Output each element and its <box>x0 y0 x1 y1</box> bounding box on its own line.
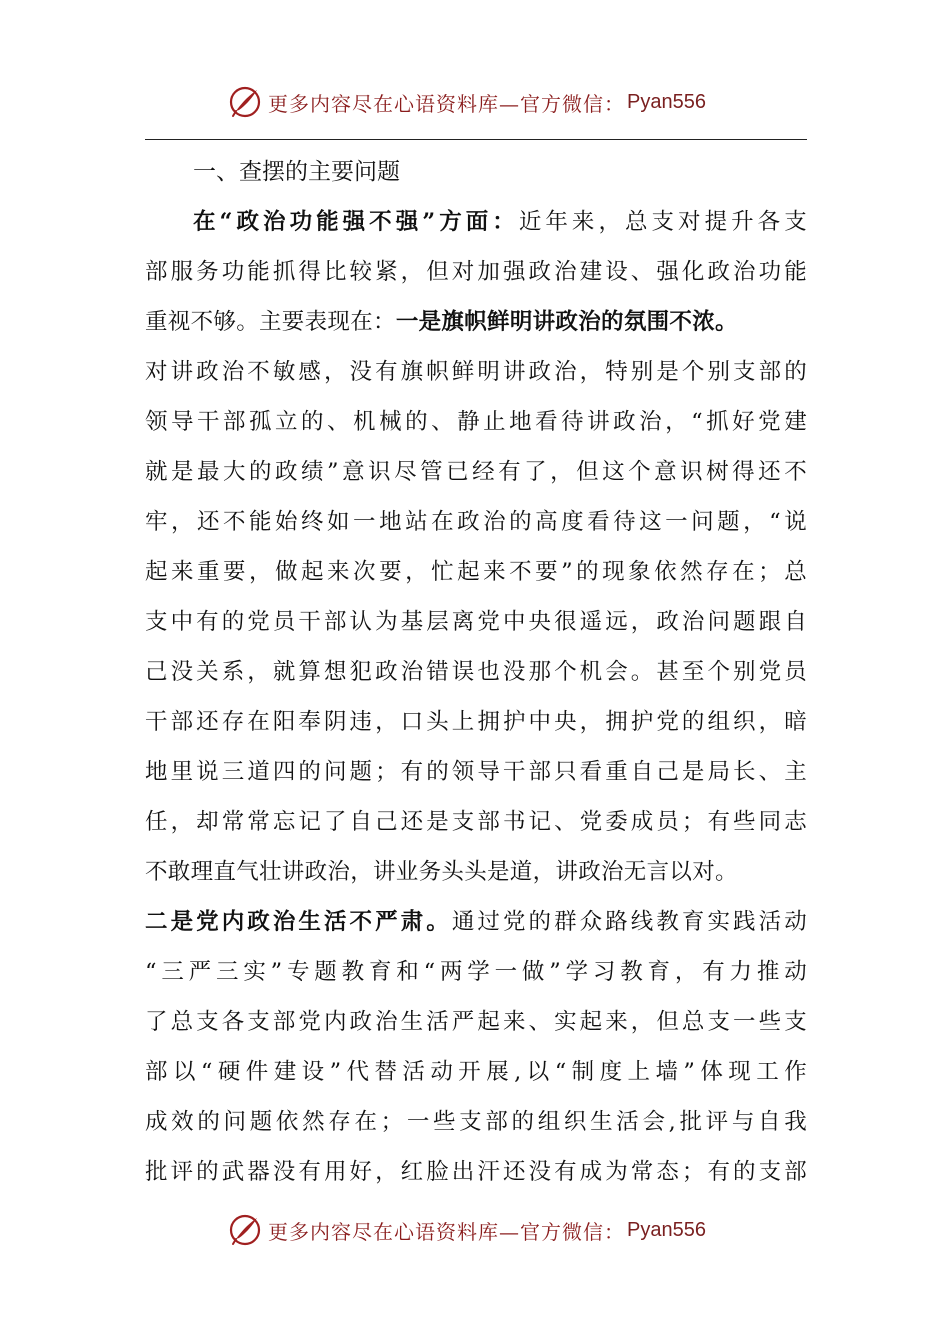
text-line <box>145 797 807 847</box>
text-segment: 部服务功能抓得比较紧，但对加强政治建设、强化政治功能 <box>145 259 807 285</box>
header-rule <box>145 139 807 140</box>
text-line <box>145 947 807 997</box>
quill-logo-icon <box>228 1213 262 1247</box>
text-segment: 了总支各支部党内政治生活严起来、实起来，但总支一些支 <box>145 1009 807 1035</box>
text-segment: 任，却常常忘记了自己还是支部书记、党委成员；有些同志 <box>145 809 807 835</box>
quill-logo-icon <box>228 85 262 119</box>
text-segment: 部以“硬件建设”代替活动开展,以“制度上墙”体现工作 <box>145 1059 807 1085</box>
text-segment: “三严三实”专题教育和“两学一做”学习教育，有力推动 <box>145 959 807 985</box>
text-segment: 干部还存在阳奉阴违，口头上拥护中央，拥护党的组织，暗 <box>145 709 807 735</box>
text-line <box>145 397 807 447</box>
text-line <box>145 247 807 297</box>
text-line <box>145 1097 807 1147</box>
text-segment: 地里说三道四的问题；有的领导干部只看重自己是局长、主 <box>145 759 807 785</box>
text-line <box>145 647 807 697</box>
watermark-bottom <box>228 1210 706 1250</box>
text-line <box>145 897 807 947</box>
text-line <box>145 497 807 547</box>
text-line <box>145 597 807 647</box>
watermark-wechat-id: Pyan556 <box>627 90 706 113</box>
text-line <box>145 297 807 347</box>
watermark-wechat-id: Pyan556 <box>627 1218 706 1241</box>
text-segment: 批评的武器没有用好，红脸出汗还没有成为常态；有的支部 <box>145 1159 807 1185</box>
text-segment: 重视不够。主要表现在： <box>145 309 396 335</box>
text-segment: 牢，还不能始终如一地站在政治的高度看待这一问题，“说 <box>145 509 807 535</box>
watermark-text: 更多内容尽在心语资料库—官方微信： <box>268 1219 625 1244</box>
document-body <box>145 147 807 1197</box>
text-line <box>145 347 807 397</box>
text-line <box>145 997 807 1047</box>
text-line <box>145 847 807 897</box>
text-segment: 对讲政治不敏感，没有旗帜鲜明讲政治，特别是个别支部的 <box>145 359 807 385</box>
text-line <box>145 697 807 747</box>
text-segment: 不敢理直气壮讲政治，讲业务头头是道，讲政治无言以对。 <box>145 859 738 885</box>
text-segment: 近年来，总支对提升各支 <box>518 209 807 235</box>
bold-text-segment: 一是旗帜鲜明讲政治的氛围不浓。 <box>395 309 738 335</box>
text-line <box>145 1147 807 1197</box>
watermark-top <box>228 82 706 122</box>
text-segment: 领导干部孤立的、机械的、静止地看待讲政治，“抓好党建 <box>145 409 807 435</box>
bold-text-segment: 二是党内政治生活不严肃。 <box>145 909 452 935</box>
text-segment: 己没关系，就算想犯政治错误也没那个机会。甚至个别党员 <box>145 659 807 685</box>
watermark-text: 更多内容尽在心语资料库—官方微信： <box>268 91 625 116</box>
text-line <box>145 197 807 247</box>
text-segment: 起来重要，做起来次要，忙起来不要”的现象依然存在；总 <box>145 559 807 585</box>
bold-text-segment: 在“政治功能强不强”方面： <box>193 209 519 235</box>
text-line <box>145 447 807 497</box>
text-line <box>145 547 807 597</box>
text-segment: 通过党的群众路线教育实践活动 <box>451 909 807 935</box>
text-segment: 就是最大的政绩”意识尽管已经有了，但这个意识树得还不 <box>145 459 807 485</box>
text-line <box>145 1047 807 1097</box>
text-segment: 成效的问题依然存在；一些支部的组织生活会,批评与自我 <box>145 1109 807 1135</box>
text-line <box>145 747 807 797</box>
text-segment: 支中有的党员干部认为基层离党中央很遥远，政治问题跟自 <box>145 609 807 635</box>
paragraph-lines <box>145 197 807 1197</box>
section-heading: 一、查摆的主要问题 <box>193 159 400 185</box>
